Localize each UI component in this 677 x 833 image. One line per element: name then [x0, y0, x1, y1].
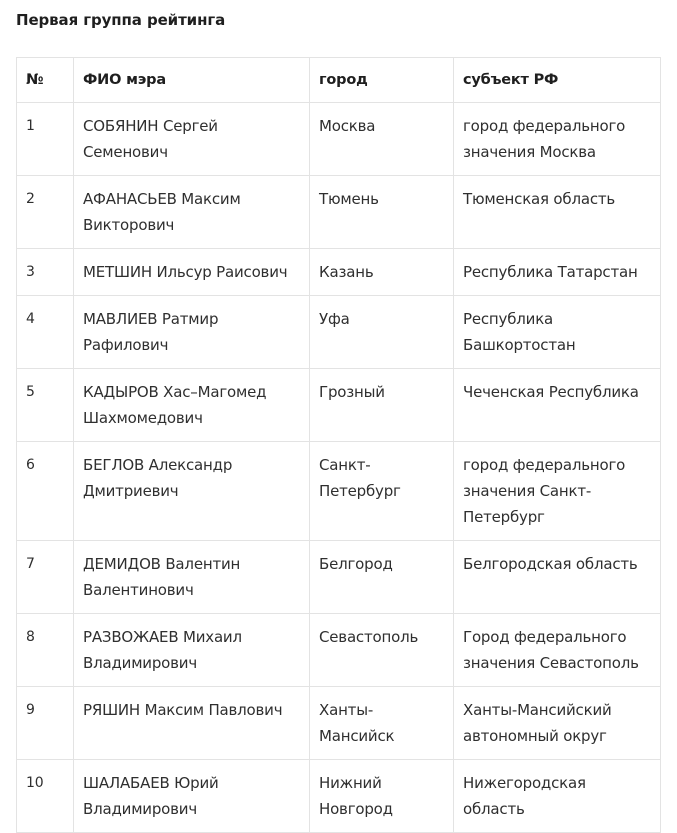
cell-city: Уфа	[310, 296, 454, 369]
cell-region: город федерального значения Москва	[454, 103, 661, 176]
table-row	[17, 176, 661, 249]
cell-name: ДЕМИДОВ Валентин Валентинович	[74, 541, 310, 614]
column-header-city: город	[310, 58, 454, 103]
cell-number: 6	[17, 442, 74, 541]
column-header-name: ФИО мэра	[74, 58, 310, 103]
cell-name: АФАНАСЬЕВ Максим Викторович	[74, 176, 310, 249]
column-header-number: №	[17, 58, 74, 103]
cell-name: МАВЛИЕВ Ратмир Рафилович	[74, 296, 310, 369]
cell-name: КАДЫРОВ Хас–Магомед Шахмомедович	[74, 369, 310, 442]
cell-name: РАЗВОЖАЕВ Михаил Владимирович	[74, 614, 310, 687]
cell-city: Казань	[310, 249, 454, 296]
cell-region: Чеченская Республика	[454, 369, 661, 442]
cell-name: РЯШИН Максим Павлович	[74, 687, 310, 760]
table-row	[17, 442, 661, 541]
table-header-row	[17, 58, 661, 103]
cell-city: Санкт-Петербург	[310, 442, 454, 541]
cell-name: СОБЯНИН Сергей Семенович	[74, 103, 310, 176]
table-row	[17, 541, 661, 614]
cell-number: 10	[17, 760, 74, 833]
cell-region: Белгородская область	[454, 541, 661, 614]
cell-number: 2	[17, 176, 74, 249]
cell-city: Москва	[310, 103, 454, 176]
cell-city: Белгород	[310, 541, 454, 614]
cell-city: Тюмень	[310, 176, 454, 249]
table-row	[17, 760, 661, 833]
cell-name: БЕГЛОВ Александр Дмитриевич	[74, 442, 310, 541]
cell-name: ШАЛАБАЕВ Юрий Владимирович	[74, 760, 310, 833]
rating-table	[16, 57, 661, 833]
table-row	[17, 369, 661, 442]
cell-number: 7	[17, 541, 74, 614]
cell-city: Ханты-Мансийск	[310, 687, 454, 760]
cell-region: Республика Башкортостан	[454, 296, 661, 369]
cell-region: Республика Татарстан	[454, 249, 661, 296]
column-header-region: субъект РФ	[454, 58, 661, 103]
table-row	[17, 296, 661, 369]
cell-region: город федерального значения Санкт-Петербург	[454, 442, 661, 541]
cell-number: 1	[17, 103, 74, 176]
cell-region: Ханты-Мансийский автономный округ	[454, 687, 661, 760]
table-row	[17, 249, 661, 296]
cell-number: 3	[17, 249, 74, 296]
cell-region: Город федерального значения Севастополь	[454, 614, 661, 687]
cell-city: Грозный	[310, 369, 454, 442]
cell-number: 8	[17, 614, 74, 687]
cell-region: Нижегородская область	[454, 760, 661, 833]
cell-city: Севастополь	[310, 614, 454, 687]
table-row	[17, 103, 661, 176]
cell-number: 4	[17, 296, 74, 369]
cell-number: 9	[17, 687, 74, 760]
table-row	[17, 614, 661, 687]
cell-region: Тюменская область	[454, 176, 661, 249]
cell-number: 5	[17, 369, 74, 442]
cell-name: МЕТШИН Ильсур Раисович	[74, 249, 310, 296]
page-title: Первая группа рейтинга	[16, 11, 226, 29]
cell-city: Нижний Новгород	[310, 760, 454, 833]
table-row	[17, 687, 661, 760]
